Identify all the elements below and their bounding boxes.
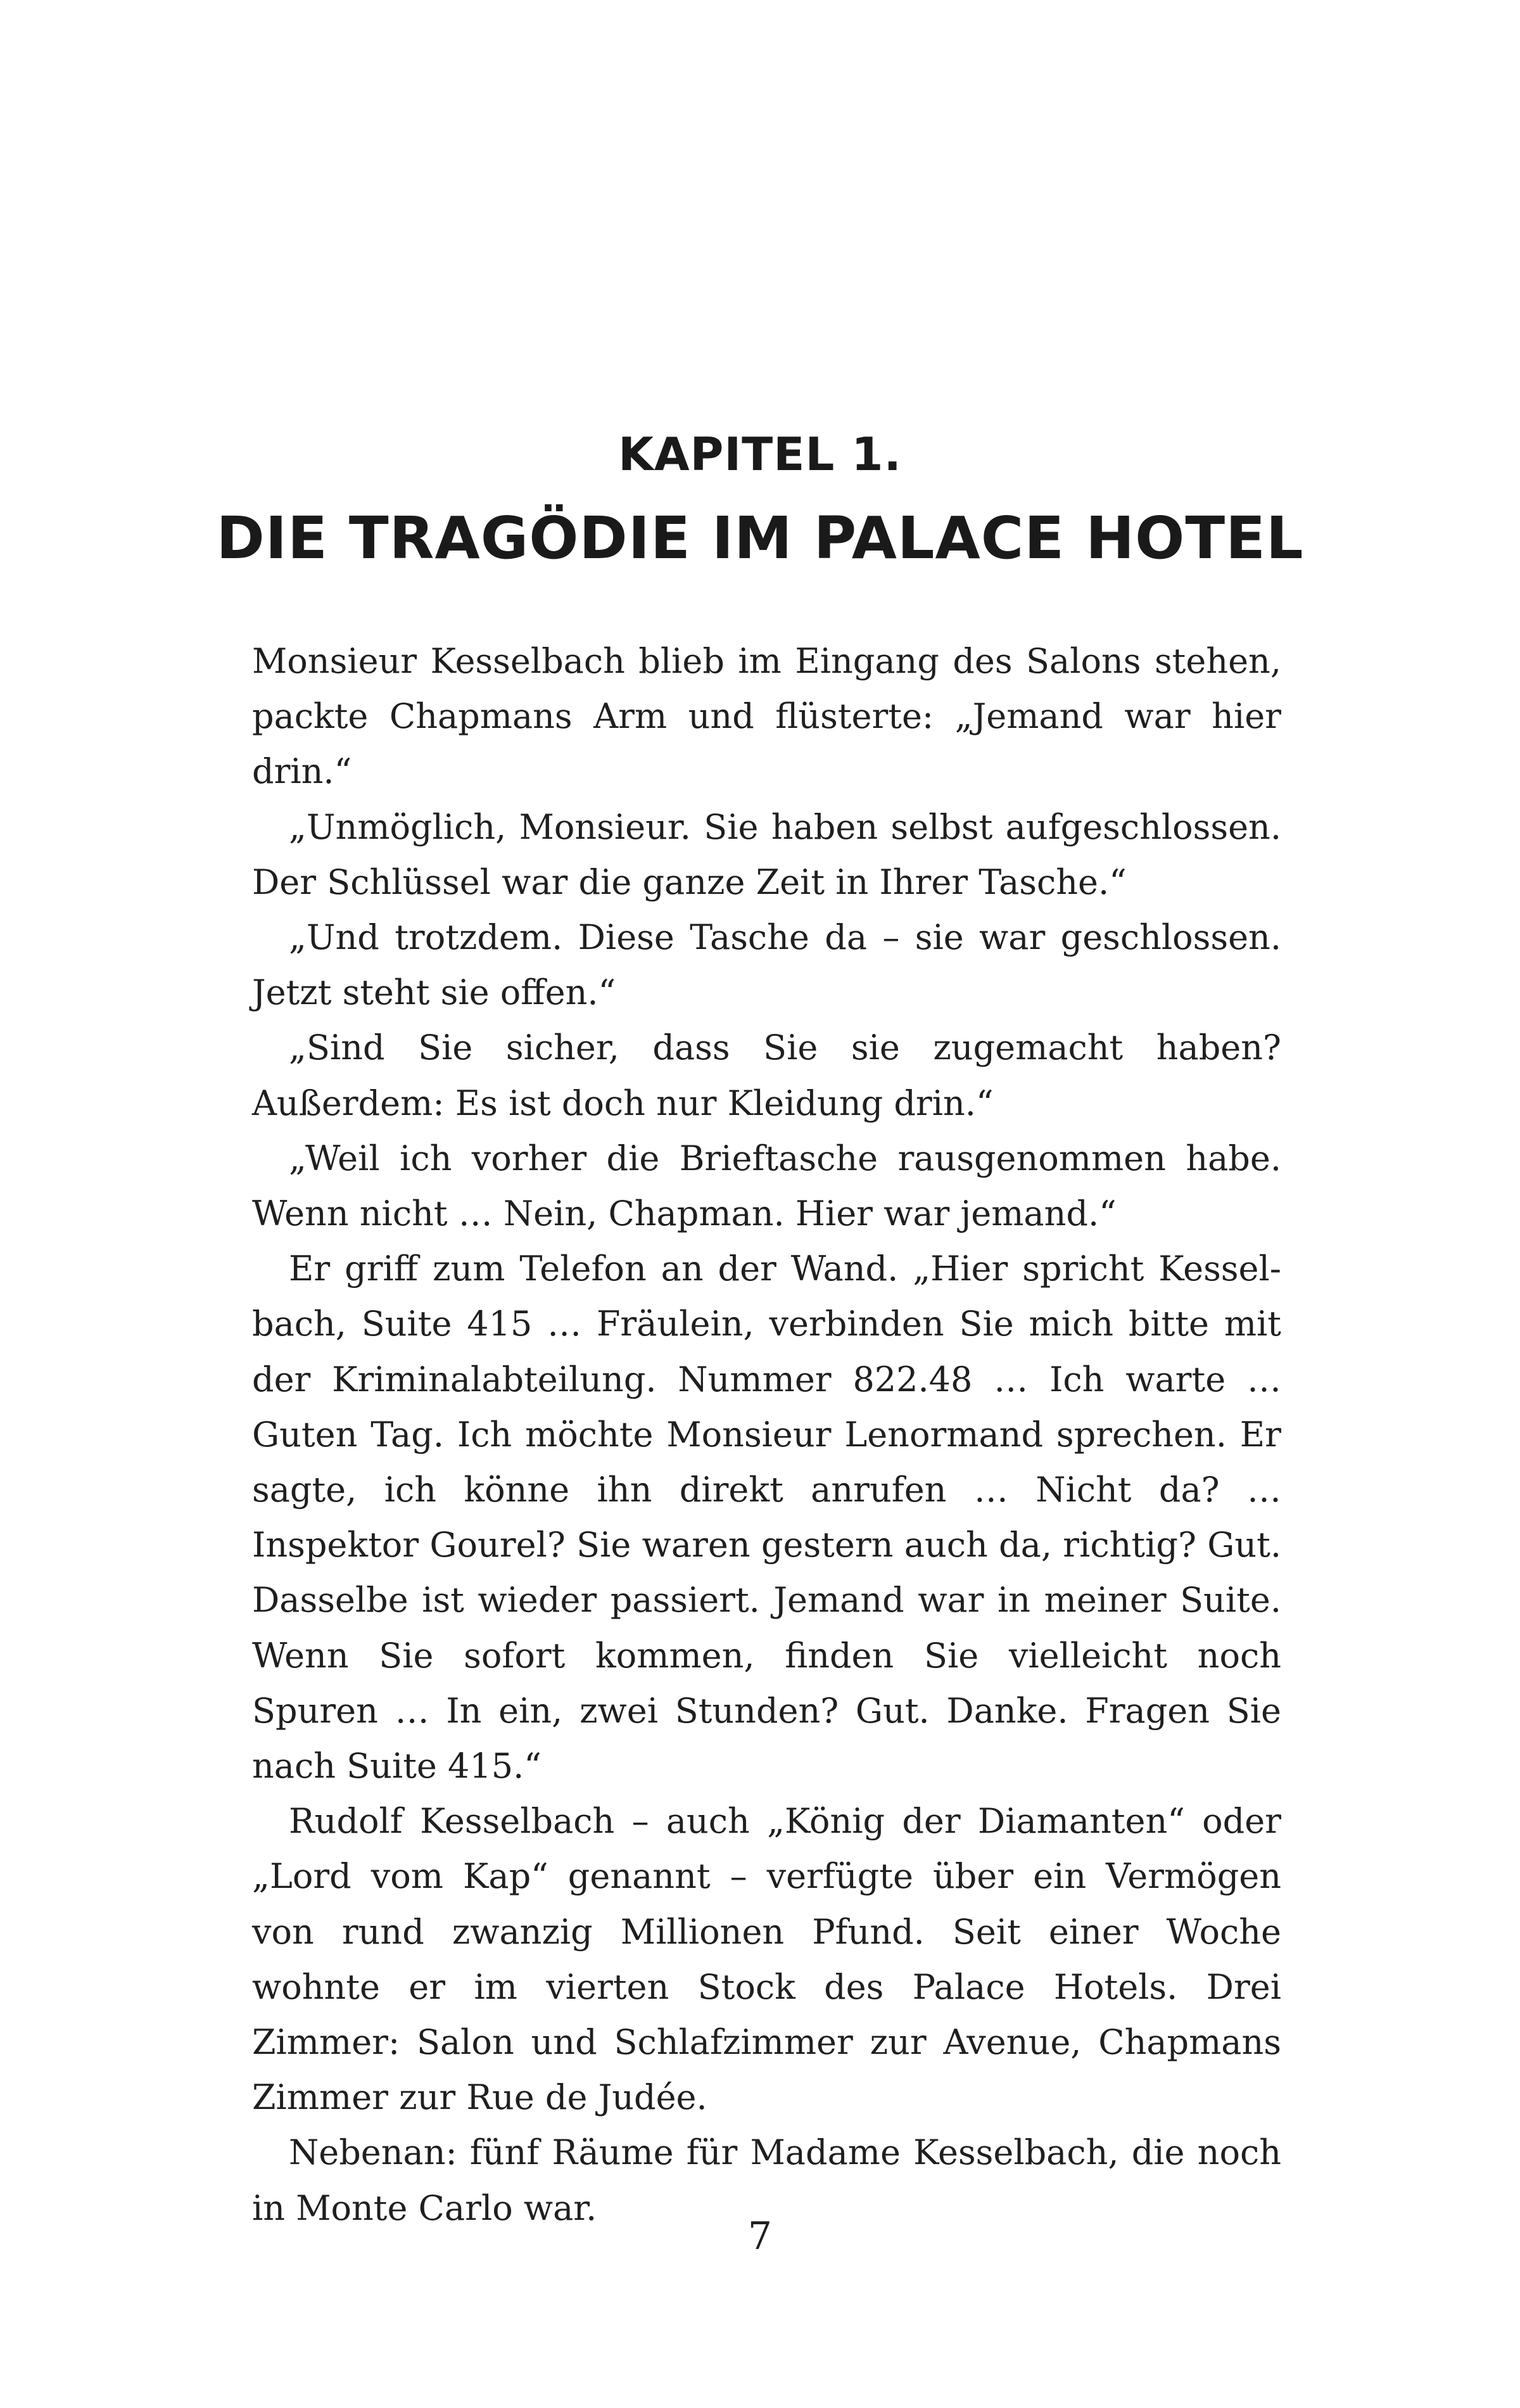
- paragraph: Er griff zum Telefon an der Wand. „Hier spricht Kesselbach, Suite 415 … Fräulein, verbinden Sie mich bitte mit der Kriminalabteilung. Nummer 822.48 … Ich warte … Guten Tag. Ich möchte Monsieur Lenormand sprechen. Er sagte, ich könne ihn direkt anrufen … Nicht da? … Inspektor Gourel? Sie waren gestern auch da, richtig? Gut. Dasselbe ist wieder passiert. Jemand war in meiner Suite. Wenn Sie sofort kommen, finden Sie vielleicht noch Spuren … In ein, zwei Stunden? Gut. Danke. Fragen Sie nach Suite 415.“: [252, 1249, 1281, 1787]
- paragraph: „Unmöglich, Monsieur. Sie haben selbst aufgeschlossen. Der Schlüssel war die ganze Zeit in Ihrer Tasche.“: [252, 806, 1281, 902]
- paragraph: Nebenan: fünf Räume für Madame Kesselbach, die noch in Monte Carlo war.: [252, 2132, 1281, 2228]
- page-number: 7: [747, 2214, 773, 2258]
- paragraph: „Weil ich vorher die Brieftasche rausgenommen habe. Wenn nicht … Nein, Chapman. Hier war jemand.“: [252, 1138, 1281, 1234]
- paragraph: Monsieur Kesselbach blieb im Eingang des Salons stehen, packte Chapmans Arm und flüsterte: „Jemand war hier drin.“: [252, 641, 1281, 792]
- chapter-title: DIE TRAGÖDIE IM PALACE HOTEL: [216, 504, 1304, 572]
- body-text: [252, 634, 1281, 2236]
- paragraph: Rudolf Kesselbach – auch „König der Diamanten“ oder „Lord vom Kap“ genannt – verfügte über ein Vermögen von rund zwanzig Millionen Pfund. Seit einer Woche wohnte er im vierten Stock des Palace Hotels. Drei Zimmer: Salon und Schlafzimmer zur Avenue, Chapmans Zimmer zur Rue de Judée.: [252, 1801, 1281, 2118]
- paragraph: „Und trotzdem. Diese Tasche da – sie war geschlossen. Jetzt steht sie offen.“: [252, 917, 1281, 1013]
- paragraph: „Sind Sie sicher, dass Sie sie zugemacht haben? Außerdem: Es ist doch nur Kleidung drin.“: [252, 1028, 1281, 1123]
- chapter-label: KAPITEL 1.: [618, 428, 902, 481]
